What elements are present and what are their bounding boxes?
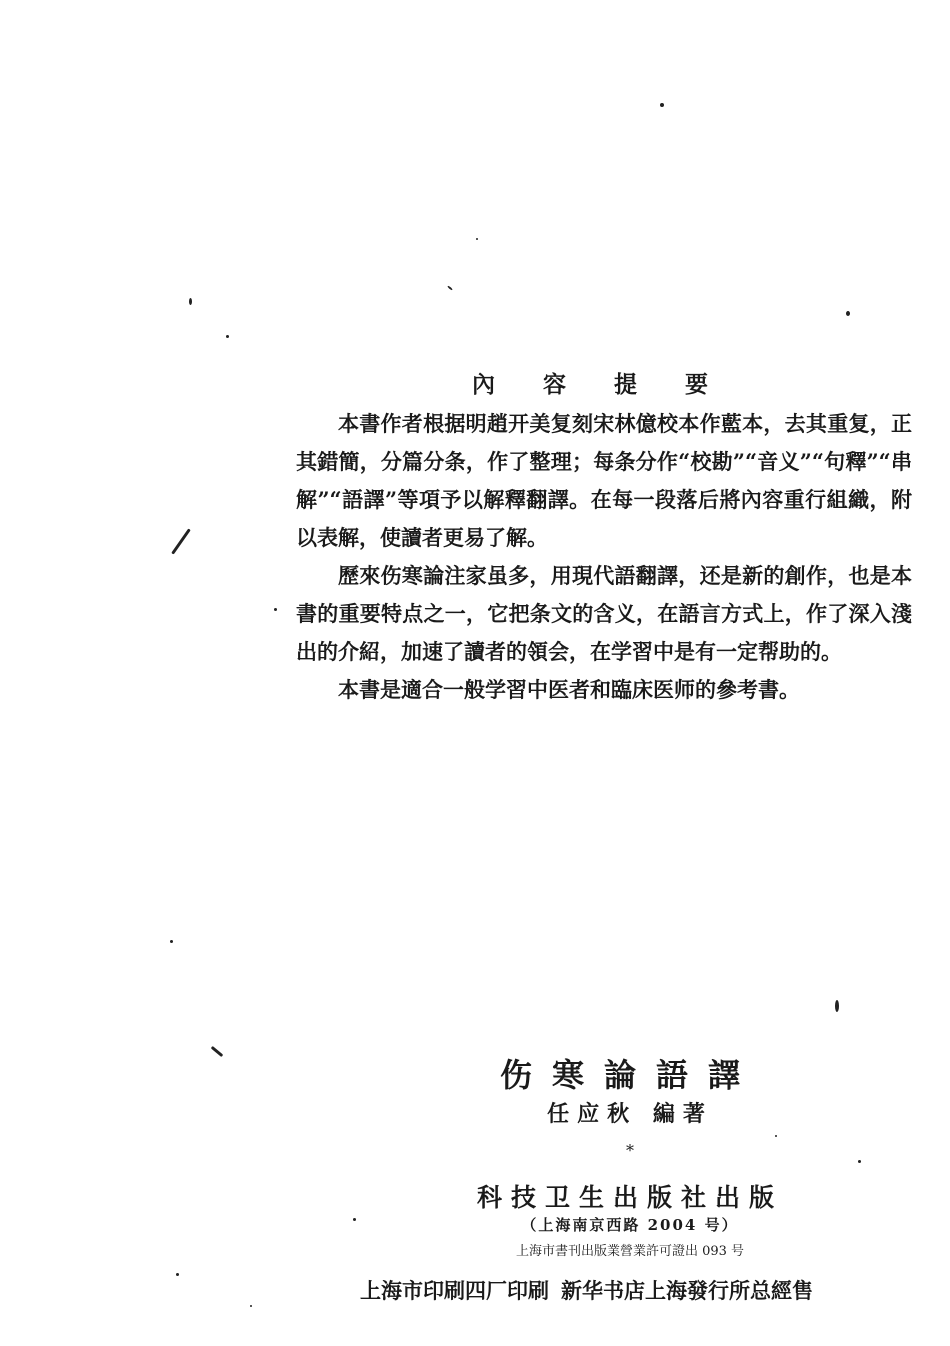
book-author: 任应秋 編著	[547, 1101, 713, 1127]
license-number: 上海市書刊出版業營業許可證出 093 号	[515, 1244, 745, 1259]
scan-speck	[835, 1000, 839, 1012]
publisher-line: 科技卫生出版社出版	[476, 1183, 783, 1212]
publisher-address: （上海南京西路 2004 号）	[521, 1216, 739, 1234]
scan-speck	[447, 285, 453, 290]
scan-speck	[250, 1305, 252, 1307]
scan-speck	[170, 940, 173, 943]
scan-speck	[846, 311, 850, 316]
scan-speck	[226, 335, 229, 338]
printer-line	[360, 1275, 930, 1305]
scan-speck	[211, 1046, 224, 1057]
scan-speck	[171, 528, 191, 554]
printer-name: 上海市印刷四厂印刷	[360, 1278, 549, 1303]
scan-speck	[660, 103, 664, 107]
scan-speck	[189, 298, 192, 305]
scan-speck	[353, 1218, 356, 1221]
scan-speck	[274, 608, 277, 611]
scan-speck	[476, 238, 478, 240]
abstract-paragraph: 歷來伤寒論注家虽多，用現代語翻譯，还是新的創作，也是本書的重要特点之一，它把条文的含义，在語言方式上，作了深入淺出的介紹，加速了讀者的領会，在学習中是有一定帮助的。	[296, 563, 912, 664]
distributor-name: 新华书店上海發行所总經售	[561, 1278, 813, 1303]
abstract-heading: 內 容 提 要	[471, 371, 729, 398]
abstract-paragraph: 本書作者根据明趙开美复刻宋林億校本作藍本，去其重复，正其錯簡，分篇分条，作了整理；每条分作“校勘”“音义”“句釋”“串解”“語譯”等項予以解釋翻譯。在每一段落后將內容重行組織，附以表解，使讀者更易了解。	[296, 411, 912, 550]
scan-speck	[858, 1160, 861, 1163]
abstract-body	[296, 405, 912, 709]
scan-speck	[775, 1135, 777, 1137]
star-separator: *	[626, 1141, 634, 1160]
abstract-paragraph: 本書是適合一般学習中医者和臨床医师的參考書。	[338, 677, 800, 702]
book-title: 伤寒論語譯	[499, 1056, 760, 1094]
scan-speck	[176, 1273, 179, 1276]
